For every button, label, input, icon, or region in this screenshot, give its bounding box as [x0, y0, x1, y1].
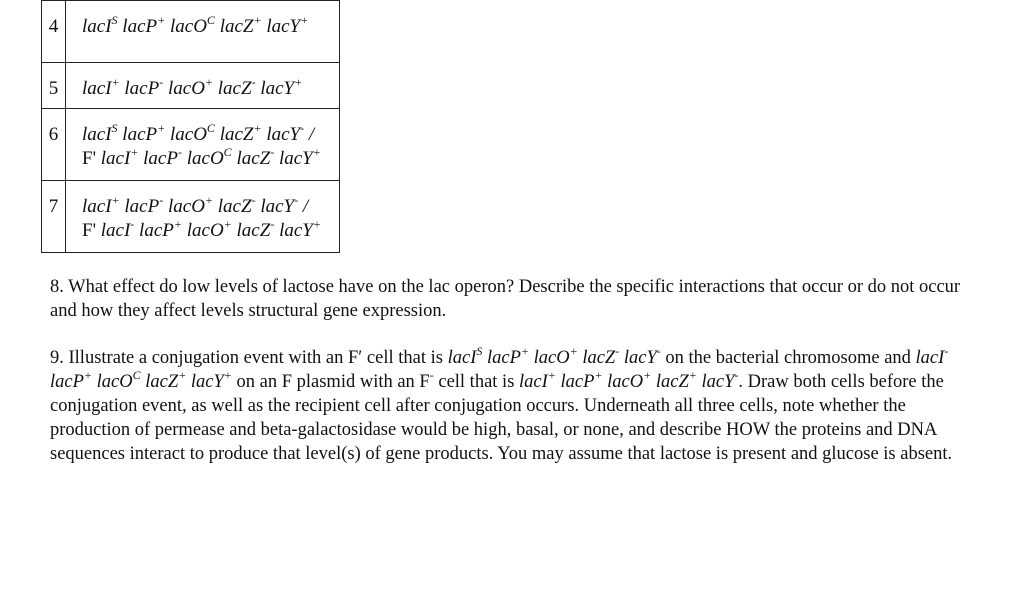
allele-superscript: +	[223, 367, 232, 382]
allele-superscript: -	[251, 74, 256, 89]
allele-superscript: C	[206, 12, 215, 27]
table-row	[42, 1, 340, 63]
genotype-line: lacI+ lacP- lacO+ lacZ- lacY- /	[82, 192, 309, 217]
allele-superscript: -	[270, 144, 275, 159]
allele-superscript: +	[204, 192, 214, 207]
genotype-cell	[66, 181, 340, 253]
table-row	[42, 181, 340, 253]
row-number: 6	[42, 109, 66, 181]
allele-superscript: C	[132, 367, 141, 382]
genotype-cell	[66, 1, 340, 63]
allele-superscript: +	[294, 74, 303, 89]
allele-superscript: +	[312, 144, 321, 159]
allele-superscript: -	[159, 192, 164, 207]
allele-superscript: -	[130, 216, 135, 231]
allele-superscript: +	[157, 12, 166, 27]
allele-superscript: -	[177, 144, 182, 159]
allele-superscript: -	[270, 216, 275, 231]
genotype-line: F' lacI- lacP+ lacO+ lacZ- lacY+	[82, 216, 321, 241]
genotype-line: lacI$^S$ lacP+ lacO$^C$ lacZ+ lacY- /	[82, 120, 315, 145]
allele-superscript: -	[294, 192, 299, 207]
allele-superscript: +	[223, 216, 232, 231]
allele-superscript: +	[643, 367, 652, 382]
allele-superscript: -	[734, 367, 739, 382]
allele-superscript: +	[111, 74, 120, 89]
allele-superscript: +	[312, 216, 321, 231]
allele-superscript: S	[111, 120, 118, 135]
allele-superscript: C	[206, 120, 215, 135]
allele-superscript: +	[594, 367, 603, 382]
allele-superscript: +	[253, 12, 262, 27]
allele-superscript: +	[204, 74, 214, 89]
genotype-line: lacI$^S$ lacP+ lacO$^C$ lacZ+ lacY+	[82, 12, 309, 37]
table-row	[42, 63, 340, 109]
row-number: 4	[42, 1, 66, 63]
allele-superscript: +	[253, 120, 262, 135]
row-number: 7	[42, 181, 66, 253]
q9-mid-c: cell that is	[433, 372, 520, 392]
q9-f-minus-sup: -	[429, 367, 434, 382]
q9-intro: 9. Illustrate a conjugation event with an F′ cell that is	[50, 348, 448, 368]
allele-superscript: +	[130, 144, 139, 159]
allele-superscript: +	[178, 367, 187, 382]
allele-superscript: -	[159, 74, 164, 89]
allele-superscript: -	[251, 192, 256, 207]
allele-superscript: S	[111, 12, 118, 27]
table-row	[42, 109, 340, 181]
allele-superscript: C	[223, 144, 232, 159]
allele-superscript: +	[83, 367, 93, 382]
genotype-line: lacI+ lacP- lacO+ lacZ- lacY+	[82, 74, 303, 99]
allele-superscript: +	[520, 343, 529, 358]
allele-superscript: -	[944, 343, 949, 358]
q9-genotype-f-plasmid: lacI- lacP+ lacO$^C$ lacZ+ lacY+	[50, 343, 949, 392]
question-9	[50, 343, 980, 466]
q9-mid-a: on the bacterial chromosome and	[660, 348, 916, 368]
allele-superscript: +	[547, 367, 556, 382]
allele-superscript: +	[157, 120, 166, 135]
allele-superscript: +	[569, 343, 578, 358]
allele-superscript: +	[300, 12, 309, 27]
question-8: 8. What effect do low levels of lactose have on the lac operon? Describe the specific interactions that occur or do not occur and how they affect levels structural gene expression.	[50, 277, 961, 321]
genotype-line: F' lacI+ lacP- lacO$^C$ lacZ- lacY+	[82, 144, 321, 169]
genotype-cell	[66, 63, 340, 109]
allele-superscript: +	[173, 216, 182, 231]
genotype-cell	[66, 109, 340, 181]
allele-superscript: -	[656, 343, 661, 358]
q9-outro: . Draw both cells before the conjugation event, as well as the recipient cell after conjugation occurs. Underneath all three cells, note whether the production of permease and beta-galactosidase would be high, basal, or none, and describe HOW the proteins and DNA sequences interact to produce that level(s) of gene products. You may assume that lactose is present and glucose is absent.	[50, 372, 953, 464]
allele-superscript: S	[476, 343, 483, 358]
allele-superscript: +	[688, 367, 697, 382]
allele-superscript: -	[615, 343, 620, 358]
genotype-table	[41, 0, 340, 253]
allele-superscript: -	[300, 120, 305, 135]
row-number: 5	[42, 63, 66, 109]
allele-superscript: +	[111, 192, 120, 207]
q9-genotype-donor-chromosome: lacI$^S$ lacP+ lacO+ lacZ- lacY-	[447, 343, 661, 368]
q9-mid-b: on an F plasmid with an F	[231, 372, 430, 392]
q9-genotype-recipient: lacI+ lacP+ lacO+ lacZ+ lacY-	[519, 367, 739, 392]
